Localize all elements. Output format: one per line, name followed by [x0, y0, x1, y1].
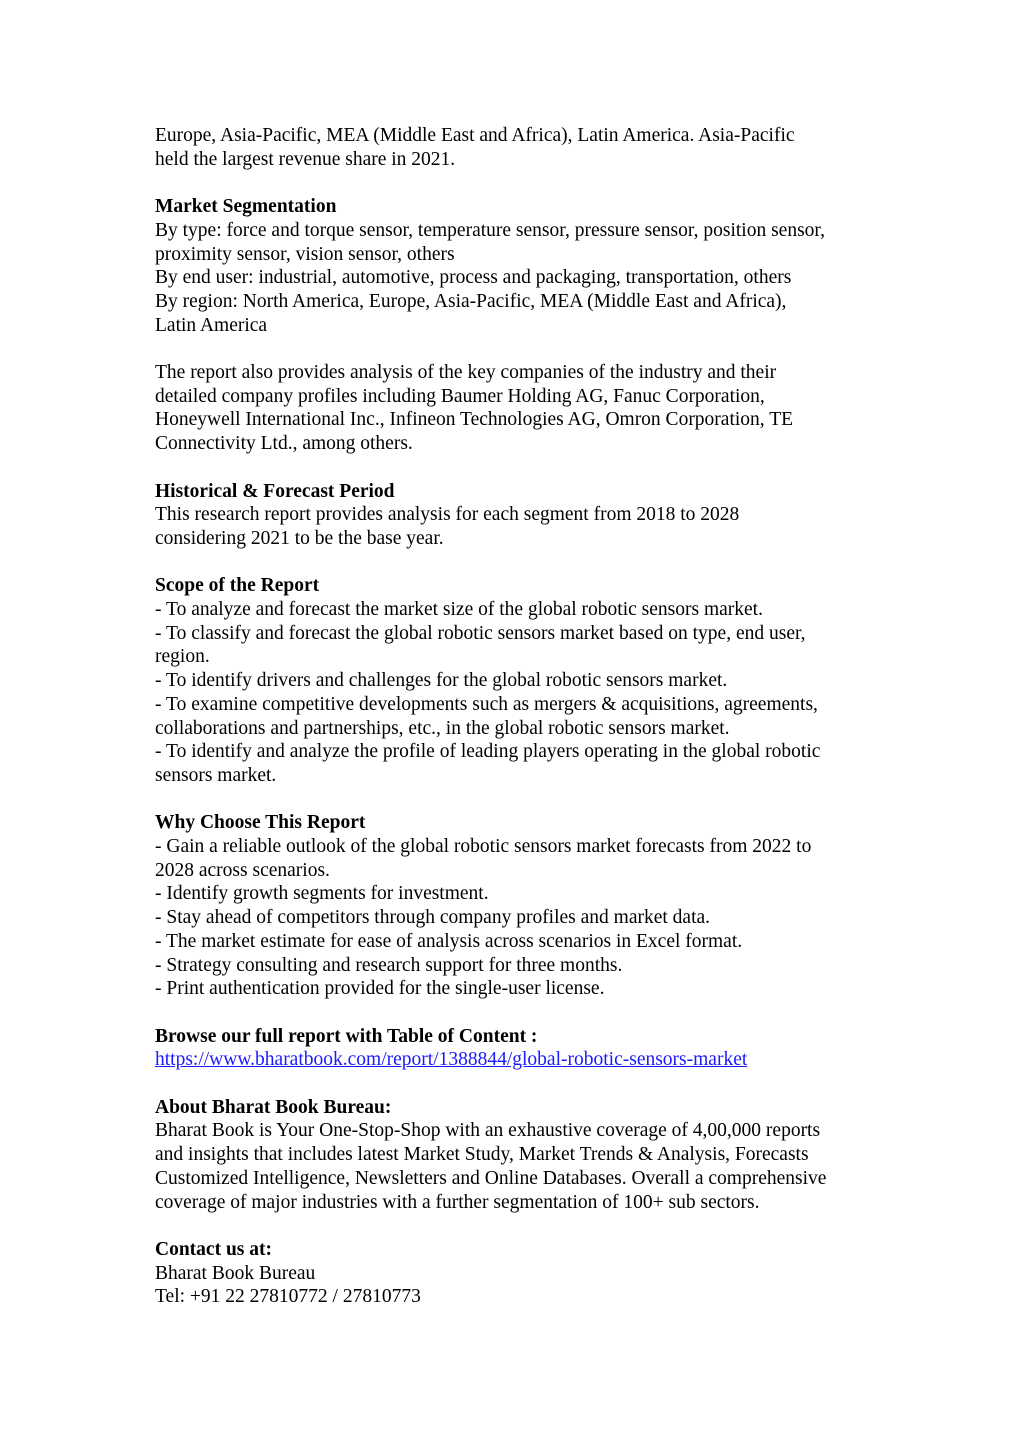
paragraph-spacer: [155, 456, 895, 480]
body-text-line: By type: force and torque sensor, temperature sensor, pressure sensor, position sensor,: [155, 219, 825, 241]
report-link[interactable]: https://www.bharatbook.com/report/1388844/global-robotic-sensors-market: [155, 1049, 748, 1071]
body-text-line: The report also provides analysis of the key companies of the industry and their: [155, 362, 777, 383]
browse-report-section: [155, 1025, 895, 1072]
body-text-line: Customized Intelligence, Newsletters and Online Databases. Overall a comprehensive: [155, 1167, 827, 1189]
body-text-line: - To classify and forecast the global robotic sensors market based on type, end user,: [155, 622, 806, 644]
body-text-line: - Gain a reliable outlook of the global robotic sensors market forecasts from 2022 to: [155, 836, 812, 858]
body-text-line: collaborations and partnerships, etc., in the global robotic sensors market.: [155, 717, 730, 739]
body-text-line: Bharat Book is Your One-Stop-Shop with an exhaustive coverage of 4,00,000 reports: [155, 1120, 821, 1142]
section-heading: Why Choose This Report: [155, 812, 366, 834]
body-text-line: By region: North America, Europe, Asia-Pacific, MEA (Middle East and Africa),: [155, 290, 787, 312]
key-companies-paragraph: [155, 361, 895, 456]
section-heading: About Bharat Book Bureau:: [155, 1096, 392, 1118]
section-heading: Historical & Forecast Period: [155, 480, 395, 502]
body-text-line: - To analyze and forecast the market size of the global robotic sensors market.: [155, 599, 763, 620]
phone-number: Tel: +91 22 27810772 / 27810773: [155, 1286, 421, 1308]
body-text-line: region.: [155, 646, 210, 668]
paragraph-spacer: [155, 788, 895, 812]
section-heading: Market Segmentation: [155, 196, 337, 218]
body-text-line: - Identify growth segments for investment.: [155, 883, 489, 905]
paragraph-spacer: [155, 1214, 895, 1238]
paragraph-spacer: [155, 1001, 895, 1025]
body-text-line: proximity sensor, vision sensor, others: [155, 243, 455, 265]
section-heading: Contact us at:: [155, 1238, 272, 1260]
body-text-line: - Stay ahead of competitors through company profiles and market data.: [155, 907, 711, 929]
body-text-line: - To identify drivers and challenges for the global robotic sensors market.: [155, 670, 728, 692]
body-text-line: Connectivity Ltd., among others.: [155, 433, 413, 455]
paragraph-spacer: [155, 1072, 895, 1096]
body-text-line: sensors market.: [155, 764, 277, 786]
body-text-line: - Print authentication provided for the single-user license.: [155, 978, 605, 1000]
paragraph-spacer: [155, 551, 895, 575]
report-scope-section: [155, 574, 895, 787]
paragraph-spacer: [155, 171, 895, 195]
body-text-line: - To identify and analyze the profile of leading players operating in the global robotic: [155, 741, 821, 763]
section-heading: Scope of the Report: [155, 575, 320, 597]
document-page: [155, 124, 895, 1309]
company-name: Bharat Book Bureau: [155, 1262, 316, 1284]
body-text-line: This research report provides analysis for each segment from 2018 to 2028: [155, 504, 740, 526]
body-text-line: - To examine competitive developments such as mergers & acquisitions, agreements,: [155, 693, 818, 715]
body-text-line: By end user: industrial, automotive, process and packaging, transportation, others: [155, 267, 792, 289]
forecast-period-section: [155, 480, 895, 551]
body-text-line: held the largest revenue share in 2021.: [155, 148, 456, 170]
why-choose-section: [155, 811, 895, 1001]
section-heading: Browse our full report with Table of Content :: [155, 1025, 538, 1047]
body-text-line: Europe, Asia-Pacific, MEA (Middle East and Africa), Latin America. Asia-Pacific: [155, 125, 795, 146]
body-text-line: Latin America: [155, 314, 268, 336]
contact-section: [155, 1238, 895, 1309]
body-text-line: detailed company profiles including Baumer Holding AG, Fanuc Corporation,: [155, 385, 765, 407]
body-text-line: - The market estimate for ease of analysis across scenarios in Excel format.: [155, 930, 743, 952]
body-text-line: - Strategy consulting and research support for three months.: [155, 954, 623, 976]
market-segmentation-section: [155, 195, 895, 337]
body-text-line: coverage of major industries with a further segmentation of 100+ sub sectors.: [155, 1191, 760, 1213]
paragraph-spacer: [155, 337, 895, 361]
body-text-line: and insights that includes latest Market Study, Market Trends & Analysis, Forecasts: [155, 1144, 809, 1166]
intro-paragraph: [155, 124, 895, 171]
about-section: [155, 1096, 895, 1215]
body-text-line: Honeywell International Inc., Infineon Technologies AG, Omron Corporation, TE: [155, 409, 794, 431]
body-text-line: 2028 across scenarios.: [155, 859, 330, 881]
body-text-line: considering 2021 to be the base year.: [155, 527, 444, 549]
